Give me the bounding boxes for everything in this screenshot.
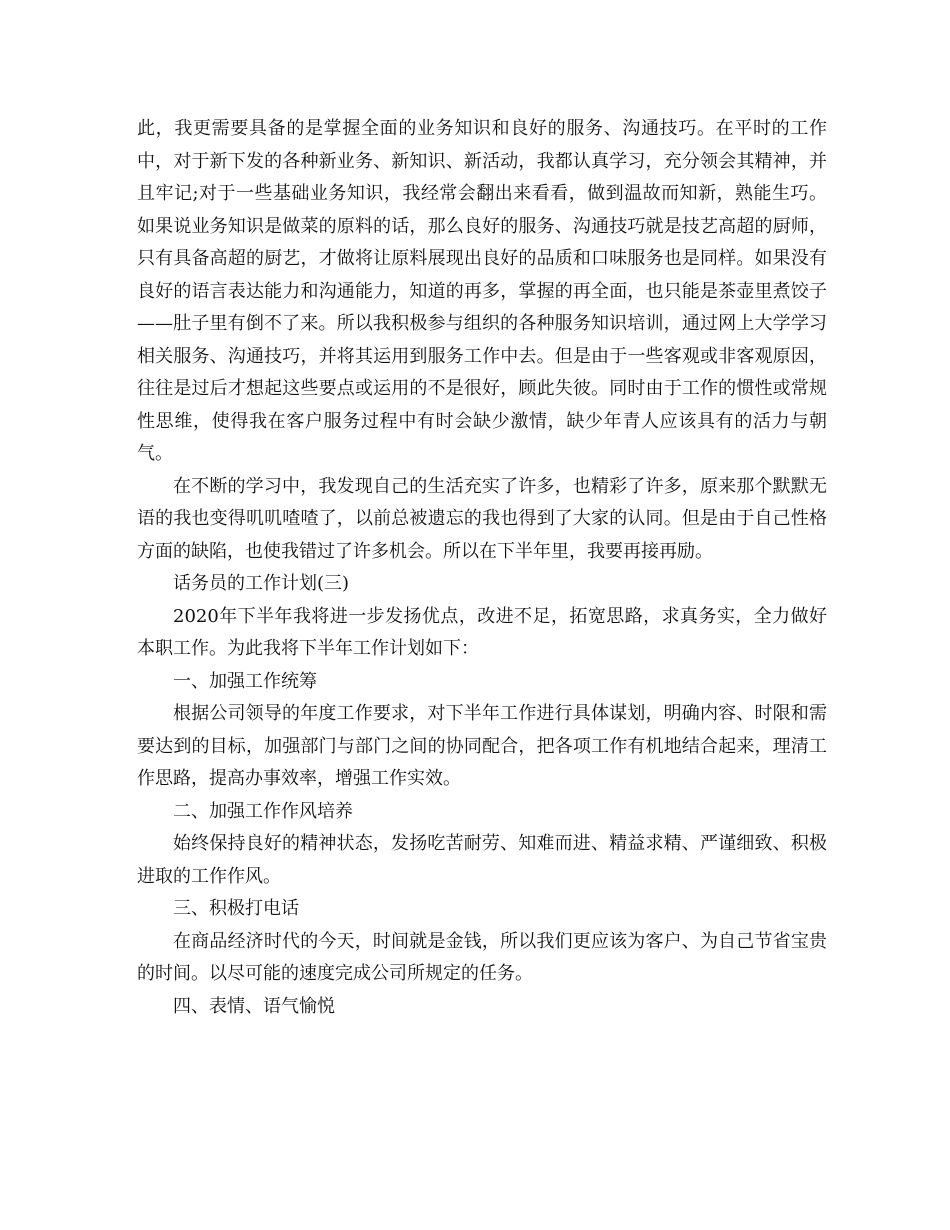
paragraph: 在不断的学习中，我发现自己的生活充实了许多，也精彩了许多，原来那个默默无语的我也变得叽叽喳喳了，以前总被遗忘的我也得到了大家的认同。但是由于自己性格方面的缺陷，也使我错过了许多机会。所以在下半年里，我要再接再励。 xyxy=(137,475,827,562)
paragraph: 根据公司领导的年度工作要求，对下半年工作进行具体谋划，明确内容、时限和需要达到的目标，加强部门与部门之间的协同配合，把各项工作有机地结合起来，理清工作思路，提高办事效率，增强工作实效。 xyxy=(137,703,827,789)
paragraph: 在商品经济时代的今天，时间就是金钱，所以我们更应该为客户、为自己节省宝贵的时间。以尽可能的速度完成公司所规定的任务。 xyxy=(137,930,827,984)
paragraph: 此，我更需要具备的是掌握全面的业务知识和良好的服务、沟通技巧。在平时的工作中，对于新下发的各种新业务、新知识、新活动，我都认真学习，充分领会其精神，并且牢记;对于一些基础业务知识，我经常会翻出来看看，做到温故而知新，熟能生巧。如果说业务知识是做菜的原料的话，那么良好的服务、沟通技巧就是技艺高超的厨师，只有具备高超的厨艺，才做将让原料展现出良好的品质和口味服务也是同样。如果没有良好的语言表达能力和沟通能力，知道的再多，掌握的再全面，也只能是茶壶里煮饺子——肚子里有倒不了来。所以我积极参与组织的各种服务知识培训，通过网上大学学习相关服务、沟通技巧，并将其运用到服务工作中去。但是由于一些客观或非客观原因，往往是过后才想起这些要点或运用的不是很好，顾此失彼。同时由于工作的惯性或常规性思维，使得我在客户服务过程中有时会缺少激情，缺少年青人应该具有的活力与朝气。 xyxy=(137,118,827,464)
section-heading: 二、加强工作作风培养 xyxy=(173,800,353,822)
section-heading: 一、加强工作统筹 xyxy=(173,670,317,692)
section-heading: 三、积极打电话 xyxy=(173,898,299,919)
section-heading: 四、表情、语气愉悦 xyxy=(173,995,335,1017)
document-body xyxy=(137,113,827,1023)
paragraph: 2020年下半年我将进一步发扬优点，改进不足，拓宽思路，求真务实，全力做好本职工作。为此我将下半年工作计划如下： xyxy=(137,605,827,659)
section-heading: 话务员的工作计划(三) xyxy=(173,573,350,594)
paragraph: 始终保持良好的精神状态，发扬吃苦耐劳、知难而进、精益求精、严谨细致、积极进取的工作作风。 xyxy=(137,833,827,887)
